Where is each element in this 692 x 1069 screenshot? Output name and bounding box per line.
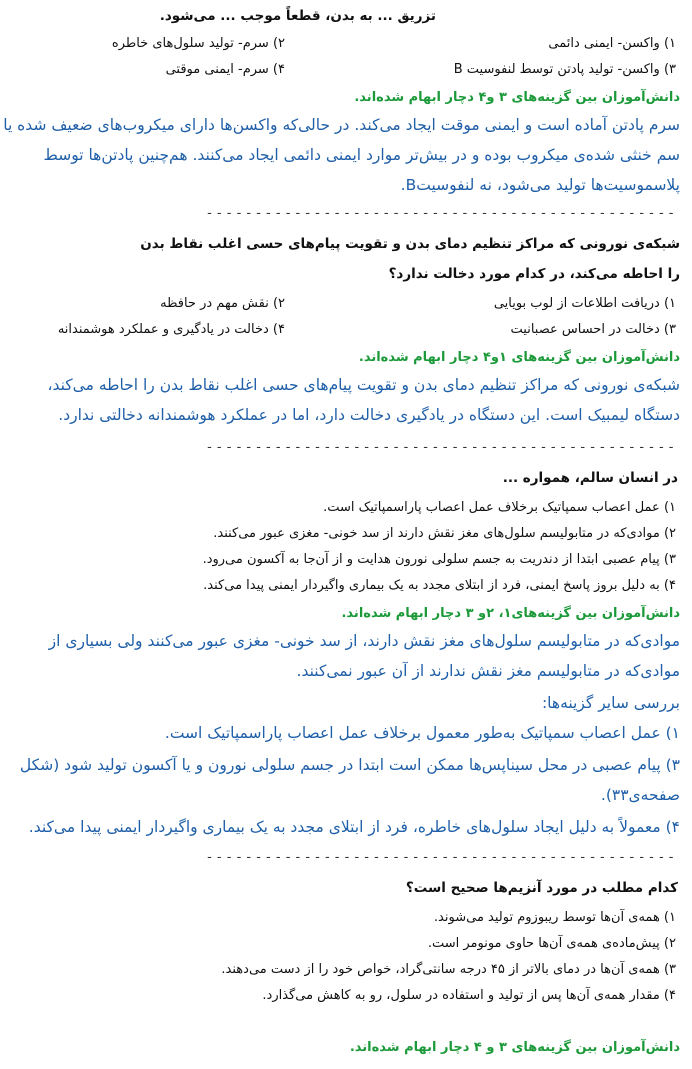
q1-ambiguity-note: دانش‌آموزان بین گزینه‌های ۳ و۴ دچار ابهام شده‌اند. bbox=[354, 90, 680, 105]
q2-option-3: ۳) دخالت در احساس عصبانیت bbox=[510, 322, 676, 337]
q1-explanation-line: سرم پادتن آماده است و ایمنی موقت ایجاد می‌کند. در حالی‌که واکسن‌ها دارای میکروب‌های ضعیف شده یا bbox=[3, 116, 680, 134]
section-separator: - - - - - - - - - - - - - - - - - - - - - - - - - - - - - - - - - - - - - - - - - - - - - - - - bbox=[207, 850, 674, 865]
q3-review-line: ۴) معمولاً به دلیل ایجاد سلول‌های خاطره، فرد از ابتلای مجدد به یک بیماری واگیردار ایمنی پیدا می‌کند. bbox=[28, 818, 680, 836]
q3-option-2: ۲) موادی‌که در متابولیسم سلول‌های مغز نقش دارند از سد خونی- مغزی عبور می‌کنند. bbox=[213, 526, 676, 541]
q2-explanation-line: شبکه‌ی نورونی که مراکز تنظیم دمای بدن و تقویت پیام‌های حسی اغلب نقاط بدن را احاطه می‌کند، bbox=[47, 376, 680, 394]
q3-ambiguity-note: دانش‌آموزان بین گزینه‌های۱، ۲و ۳ دچار ابهام شده‌اند. bbox=[341, 606, 680, 621]
q3-review-line: ۳) پیام عصبی در محل سیناپس‌ها ممکن است ابتدا در جسم سلولی نورون و یا آکسون تولید شود (شکل bbox=[19, 756, 680, 774]
q1-question: تزریق ... به بدن، قطعاً موجب ... می‌شود. bbox=[159, 8, 436, 24]
q3-option-4: ۴) به دلیل بروز پاسخ ایمنی، فرد از ابتلای مجدد به یک بیماری واگیردار ایمنی پیدا می‌کند. bbox=[203, 578, 676, 593]
q2-question-line: را احاطه می‌کند، در کدام مورد دخالت ندارد؟ bbox=[388, 266, 680, 282]
section-separator: - - - - - - - - - - - - - - - - - - - - - - - - - - - - - - - - - - - - - - - - - - - - - - - - bbox=[207, 440, 674, 455]
q3-option-3: ۳) پیام عصبی ابتدا از دندریت به جسم سلولی نورون هدایت و از آن‌جا به آکسون می‌رود. bbox=[202, 552, 676, 567]
q3-review-line: صفحه‌ی۳۳). bbox=[600, 786, 680, 804]
q3-option-1: ۱) عمل اعصاب سمپاتیک برخلاف عمل اعصاب پاراسمپاتیک است. bbox=[323, 500, 676, 515]
section-separator: - - - - - - - - - - - - - - - - - - - - - - - - - - - - - - - - - - - - - - - - - - - - - - - - bbox=[207, 206, 674, 221]
q2-ambiguity-note: دانش‌آموزان بین گزینه‌های ۱و۴ دچار ابهام شده‌اند. bbox=[358, 350, 680, 365]
q1-option-1: ۱) واکسن- ایمنی دائمی bbox=[548, 36, 676, 51]
q4-option-3: ۳) همه‌ی آن‌ها در دمای بالاتر از ۴۵ درجه سانتی‌گراد، خواص خود را از دست می‌دهند. bbox=[221, 962, 676, 977]
q4-question: کدام مطلب در مورد آنزیم‌ها صحیح است؟ bbox=[405, 880, 678, 896]
q1-option-4: ۴) سرم- ایمنی موقتی bbox=[165, 62, 285, 77]
q4-option-4: ۴) مقدار همه‌ی آن‌ها پس از تولید و استفاده در سلول، رو به کاهش می‌گذارد. bbox=[262, 988, 676, 1003]
q2-option-2: ۲) نقش مهم در حافظه bbox=[160, 296, 285, 311]
q1-option-3: ۳) واکسن- تولید پادتن توسط لنفوسیت B bbox=[453, 62, 676, 77]
q2-question-line: شبکه‌ی نورونی که مراکز تنظیم دمای بدن و تقویت پیام‌های حسی اغلب نقاط بدن bbox=[140, 236, 680, 252]
q3-question: در انسان سالم، همواره ... bbox=[502, 470, 678, 486]
q2-explanation-line: دستگاه لیمبیک است. این دستگاه در یادگیری دخالت دارد، اما در عملکرد هوشمندانه دخالتی ندارد. bbox=[58, 406, 680, 424]
q4-option-1: ۱) همه‌ی آن‌ها توسط ریبوزوم تولید می‌شوند. bbox=[433, 910, 676, 925]
q3-explanation-line: موادی‌که در متابولیسم مغز نقش ندارند از آن عبور نمی‌کنند. bbox=[296, 662, 680, 680]
q2-option-4: ۴) دخالت در یادگیری و عملکرد هوشمندانه bbox=[57, 322, 285, 337]
q3-explanation-line: موادی‌که در متابولیسم سلول‌های مغز نقش دارند، از سد خونی- مغزی عبور می‌کنند ولی بسیاری از bbox=[48, 632, 680, 650]
q4-ambiguity-note: دانش‌آموزان بین گزینه‌های ۳ و ۴ دچار ابهام شده‌اند. bbox=[349, 1040, 680, 1055]
q3-review-line: ۱) عمل اعصاب سمپاتیک به‌طور معمول برخلاف عمل اعصاب پاراسمپاتیک است. bbox=[164, 724, 680, 742]
q3-review-title: بررسی سایر گزینه‌ها: bbox=[541, 694, 680, 712]
q2-option-1: ۱) دریافت اطلاعات از لوب بویایی bbox=[493, 296, 676, 311]
q1-option-2: ۲) سرم- تولید سلول‌های خاطره bbox=[111, 36, 285, 51]
q4-option-2: ۲) پیش‌ماده‌ی همه‌ی آن‌ها حاوی مونومر است. bbox=[427, 936, 676, 951]
q1-explanation-line: پلاسموسیت‌ها تولید می‌شود، نه لنفوسیتB. bbox=[400, 176, 680, 194]
q1-explanation-line: سم خنثی شده‌ی میکروب بوده و در بیش‌تر موارد ایمنی دائمی ایجاد می‌کنند. هم‌چنین پادتن‌ها توسط bbox=[43, 146, 680, 164]
